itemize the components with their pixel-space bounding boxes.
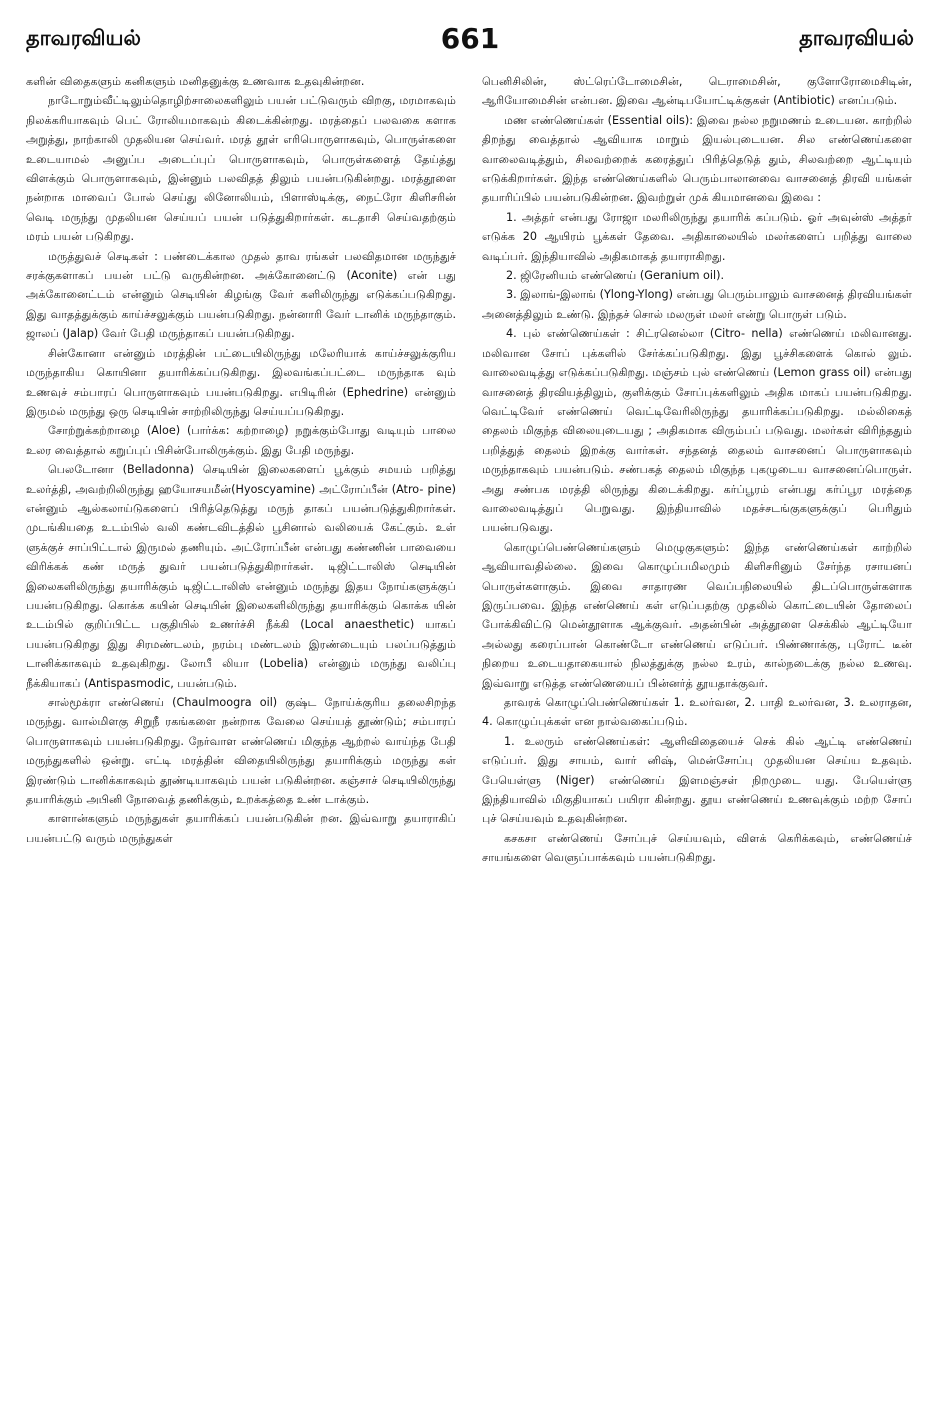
paragraph: மண எண்ணெய்கள் (Essential oils): இவை நல்ல நறுமணம் உடையன. காற்றில் திறந்து வைத்தால் ஆவியாக மாறும் இயல்புடையன. சில எண்ணெய்களை வாலைவடித்தும், சிலவற்றைக் கரைத்துப் பிரித்தெடுத் தும், சிலவற்றை ஆட்டியும் எடுக்கிறார்கள். இந்த எண்ணெய்களில் பெரும்பாலானவை வாசனைத் திரவி யங்கள் தயாரிப்பில் பயன்படுகின்றன. இவற்றுள் முக் கியமானவை இவை : [482,113,912,205]
running-head-right: தாவரவியல் [799,26,914,50]
paragraph: 1. உலரும் எண்ணெய்கள்: ஆளிவிதையைச் செக் கில் ஆட்டி எண்ணெய் எடுப்பர். இது சாயம், வார் னிஷ், மென்சோப்பு முதலியன செய்ய உதவும். பேயெள்ளு (Niger) எண்ணெய் இளமஞ்சள் நிறமுடை யது. பேயெள்ளு இந்தியாவில் மிகுதியாகப் பயிரா கின்றது. தூய எண்ணெய் உணவுக்கும் மற்ற சோப் புச் செய்யவும் உதவுகின்றன. [482,734,912,826]
running-head-left: தாவரவியல் [26,26,141,50]
paragraph: மருத்துவச் செடிகள் : பண்டைக்கால முதல் தாவ ரங்கள் பலவிதமான மருந்துச் சரக்குகளாகப் பயன் பட்டு வருகின்றன. அக்கோனைட்டு (Aconite) என் பது அக்கோனைட்டம் என்னும் செடியின் கிழங்கு வேர் களிலிருந்து எடுக்கப்படுகிறது. இது வாதத்துக்கும் காய்ச்சலுக்கும் பயன்படுகிறது. நன்னாரி வேர் டானிக் மருந்தாகும். ஜாலப் (Jalap) வேர் பேதி மருந்தாகப் பயன்படுகிறது. [26,249,456,341]
paragraph: காளான்களும் மருந்துகள் தயாரிக்கப் பயன்படுகின் றன. இவ்வாறு தயாராகிப் பயன்பட்டு வரும் மருந்துகள் [26,812,456,845]
paragraph: 1. அத்தர் என்பது ரோஜா மலரிலிருந்து தயாரிக் கப்படும். ஓர் அவுன்ஸ் அத்தர் எடுக்க 20 ஆயிரம் பூக்கள் தேவை. அதிகாலையில் மலர்களைப் பறித்து வாலை வடிப்பர். இந்தியாவில் அதிகமாகத் தயாராகிறது. [482,210,912,263]
paragraph: 3. இலாங்-இலாங் (Ylong-Ylong) என்பது பெரும்பாலும் வாசனைத் திரவியங்கள் அனைத்திலும் உண்டு. இந்தச் சொல் மலருள் மலர் என்று பொருள் படும். [482,288,912,321]
page-header [26,22,914,62]
left-column [26,72,456,1417]
paragraph: கசகசா எண்ணெய் சோப்புச் செய்யவும், விளக் கெரிக்கவும், எண்ணெய்ச் சாயங்களை வெளுப்பாக்கவும் பயன்படுகிறது. [482,831,912,865]
paragraph: நாடோறும்வீட்டிலும்தொழிற்சாலைகளிலும் பயன் பட்டுவரும் விறகு, மரமாகவும் நிலக்கரியாகவும் பெட் ரோலியமாகவும் கிடைக்கின்றது. மரத்தைப் பலவகை களாக அறுத்து, நாற்காலி முதலியன செய்வர். மரத் தூள் எரிபொருளாகவும், பொருள்களை உடையாமல் அனுப்ப அடைப்புப் பொருளாகவும், பொருள்களைத் தேய்த்து விளக்கும் பொருளாகவும், இன்னும் பலவிதத் திலும் பயன்படுகின்றது. மரத்தூளை நன்றாக மாவைப் போல் செய்து லினோலியம், பிளாஸ்டிக்கு, நைட்ரோ கிளிசரின் வெடி மருந்து முதலியன செய்யப் பயன் படுத்துகிறார்கள். கடதாசி செய்வதற்கும் மரம் பயன் படுகிறது. [26,94,456,244]
paragraph: சால்மூக்ரா எண்ணெய் (Chaulmoogra oil) குஷ்ட நோய்க்குரிய தலைசிறந்த மருந்து. வால்மிளகு சிறுநீ ரகங்களை நன்றாக வேலை செய்யத் தூண்டும்; சம்பாரப் பொருளாகவும் பயன்படுகிறது. நேர்வாள எண்ணெய் மிகுந்த ஆற்றல் வாய்ந்த பேதி மருந்துகளில் ஒன்று. எட்டி மரத்தின் விதையிலிருந்து தயாரிக்கும் மருந்து கள் இரண்டும் டானிக்காகவும் தூண்டியாகவும் பயன் படுகின்றன. கஞ்சாச் செடியிலிருந்து தயாரிக்கும் அபினி நோவைத் தணிக்கும், உறக்கத்தை உண் டாக்கும். [26,696,456,807]
page-number: 661 [440,22,500,55]
right-column [482,72,912,1417]
paragraph: 4. புல் எண்ணெய்கள் : சிட்ரனெல்லா (Citro- nella) எண்ணெய் மலிவானது. மலிவான சோப் புக்களில் சேர்க்கப்படுகிறது. இது பூச்சிகளைக் கொல் லும். வாலைவடித்து எடுக்கப்படுகிறது. மஞ்சம் புல் எண்ணெய் (Lemon grass oil) என்பது வாசனைத் திரவியத்திலும், குளிக்கும் சோப்புக்களிலும் அதிக மாகப் பயன்படுகிறது. வெட்டிவேர் எண்ணெய் வெட்டிவேரிலிருந்து தயாரிக்கப்படுகிறது. மல்லிகைத் தைலம் மிகுந்த விலையுடையது ; அதிகமாக விரும்பப் படுவது. மலர்கள் விரிந்ததும் பறித்துத் தைலம் இறக்கு வார்கள். சந்தனத் தைலம் வாசனைப் பொருளாகவும் மருந்தாகவும் பயன்படும். சண்பகத் தைலம் மிகுந்த புகழுடைய வாசனைப்பொருள். அது சண்பக மரத்தி லிருந்து கிடைக்கிறது. கர்ப்பூரம் என்பது கர்ப்பூர மரத்தை வாலைவடித்துப் பெறுவது. இந்தியாவில் மதச்சடங்குகளுக்குப் பெரிதும் பயன்படுவது. [482,327,912,535]
paragraph: தாவரக் கொழுப்பெண்ணெய்கள் 1. உலர்வன, 2. பாதி உலர்வன, 3. உலராதன, 4. கொழுப்புக்கள் என நால்வகைப்படும். [482,696,912,729]
paragraph: களின் விதைகளும் கனிகளும் மனிதனுக்கு உணவாக உதவுகின்றன. [26,75,365,88]
paragraph: பெனிசிலின், ஸ்ட்ரெப்டோமைசின், டெராமைசின், குளோரோமைசிடின், ஆரியோமைசின் என்பன. இவை ஆன்டிபயோட்டிக்குகள் (Antibiotic) எனப்படும். [482,75,912,108]
paragraph: சோற்றுக்கற்றாழை (Aloe) (பார்க்க: கற்றாழை) நறுக்கும்போது வடியும் பாலை உலர வைத்தால் கறுப்புப் பிசின்போலிருக்கும். இது பேதி மருந்து. [26,424,456,457]
paragraph: சின்கோனா என்னும் மரத்தின் பட்டையிலிருந்து மலேரியாக் காய்ச்சலுக்குரிய மருந்தாகிய கொயினா தயாரிக்கப்படுகிறது. இலவங்கப்பட்டை மருந்தாக வும் உணவுச் சம்பாரப் பொருளாகவும் பயன்படுகிறது. எபிடிரின் (Ephedrine) என்னும் இருமல் மருந்து ஒரு செடியின் சாற்றிலிருந்து செய்யப்படுகிறது. [26,346,456,418]
paragraph: 2. ஜிரேனியம் எண்ணெய் (Geranium oil). [506,269,725,283]
paragraph: கொழுப்பெண்ணெய்களும் மெழுகுகளும்: இந்த எண்ணெய்கள் காற்றில் ஆவியாவதில்லை. இவை கொழுப்பமிலமும் கிளிசரினும் சேர்ந்த ரசாயனப் பொருள்களாகும். இவை சாதாரண வெப்பநிலையில் திடப்பொருள்களாக இருப்பவை. இந்த எண்ணெய் கள் எடுப்பதற்கு முதலில் கொட்டையின் தோலைப் போக்கிவிட்டு மென்தூளாக ஆக்குவர். அதன்பின் அத்தூளை செக்கில் ஆட்டியோ அல்லது கரைப்பான் கொண்டோ எண்ணெய் எடுப்பர். பிண்ணாக்கு, புரோட் டீன் நிறைய உடையதாகையால் நிலத்துக்கு நல்ல உரம், கால்நடைக்கு நல்ல உணவு. இவ்வாறு எடுத்த எண்ணெயைப் பின்னர்த் தூயதாக்குவர். [482,540,912,690]
paragraph: பெலடோனா (Belladonna) செடியின் இலைகளைப் பூக்கும் சமயம் பறித்து உலர்த்தி, அவற்றிலிருந்து ஹயோசயமீன்(Hyoscyamine) அட்ரோப்பீன் (Atro- pine) என்னும் ஆல்கலாய்டுகளைப் பிரித்தெடுத்து மருந் தாகப் பயன்படுத்துகிறார்கள். முடங்கியதை உடம்பில் வலி கண்டவிடத்தில் பூசினால் வலியைக் கேட்கும். உள் ளுக்குச் சாப்பிட்டால் இருமல் தணியும். அட்ரோப்பீன் என்பது கண்ணின் பாவையை விரிக்கக் கண் மருத் துவர் பயன்படுத்துகிறார்கள். டிஜிட்டாலிஸ் செடியின் இலைகளிலிருந்து தயாரிக்கும் டிஜிட்டாலிஸ் என்னும் மருந்து இதய நோய்களுக்குப் பயன்படுகிறது. கொக்க கயின் செடியின் இலைகளிலிருந்து தயாரிக்கும் கொக்க யின் உடம்பில் குறிப்பிட்ட பகுதியில் உணர்ச்சி நீக்கி (Local anaesthetic) யாகப் பயன்படுகிறது இது சிரமண்டலம், நரம்பு மண்டலம் இரண்டையும் பலப்படுத்தும் டானிக்காகவும் உதவுகிறது. லோபீ லியா (Lobelia) என்னும் மருந்து வலிப்பு நீக்கியாகப் (Antispasmodic, பயன்படும். [26,463,456,690]
